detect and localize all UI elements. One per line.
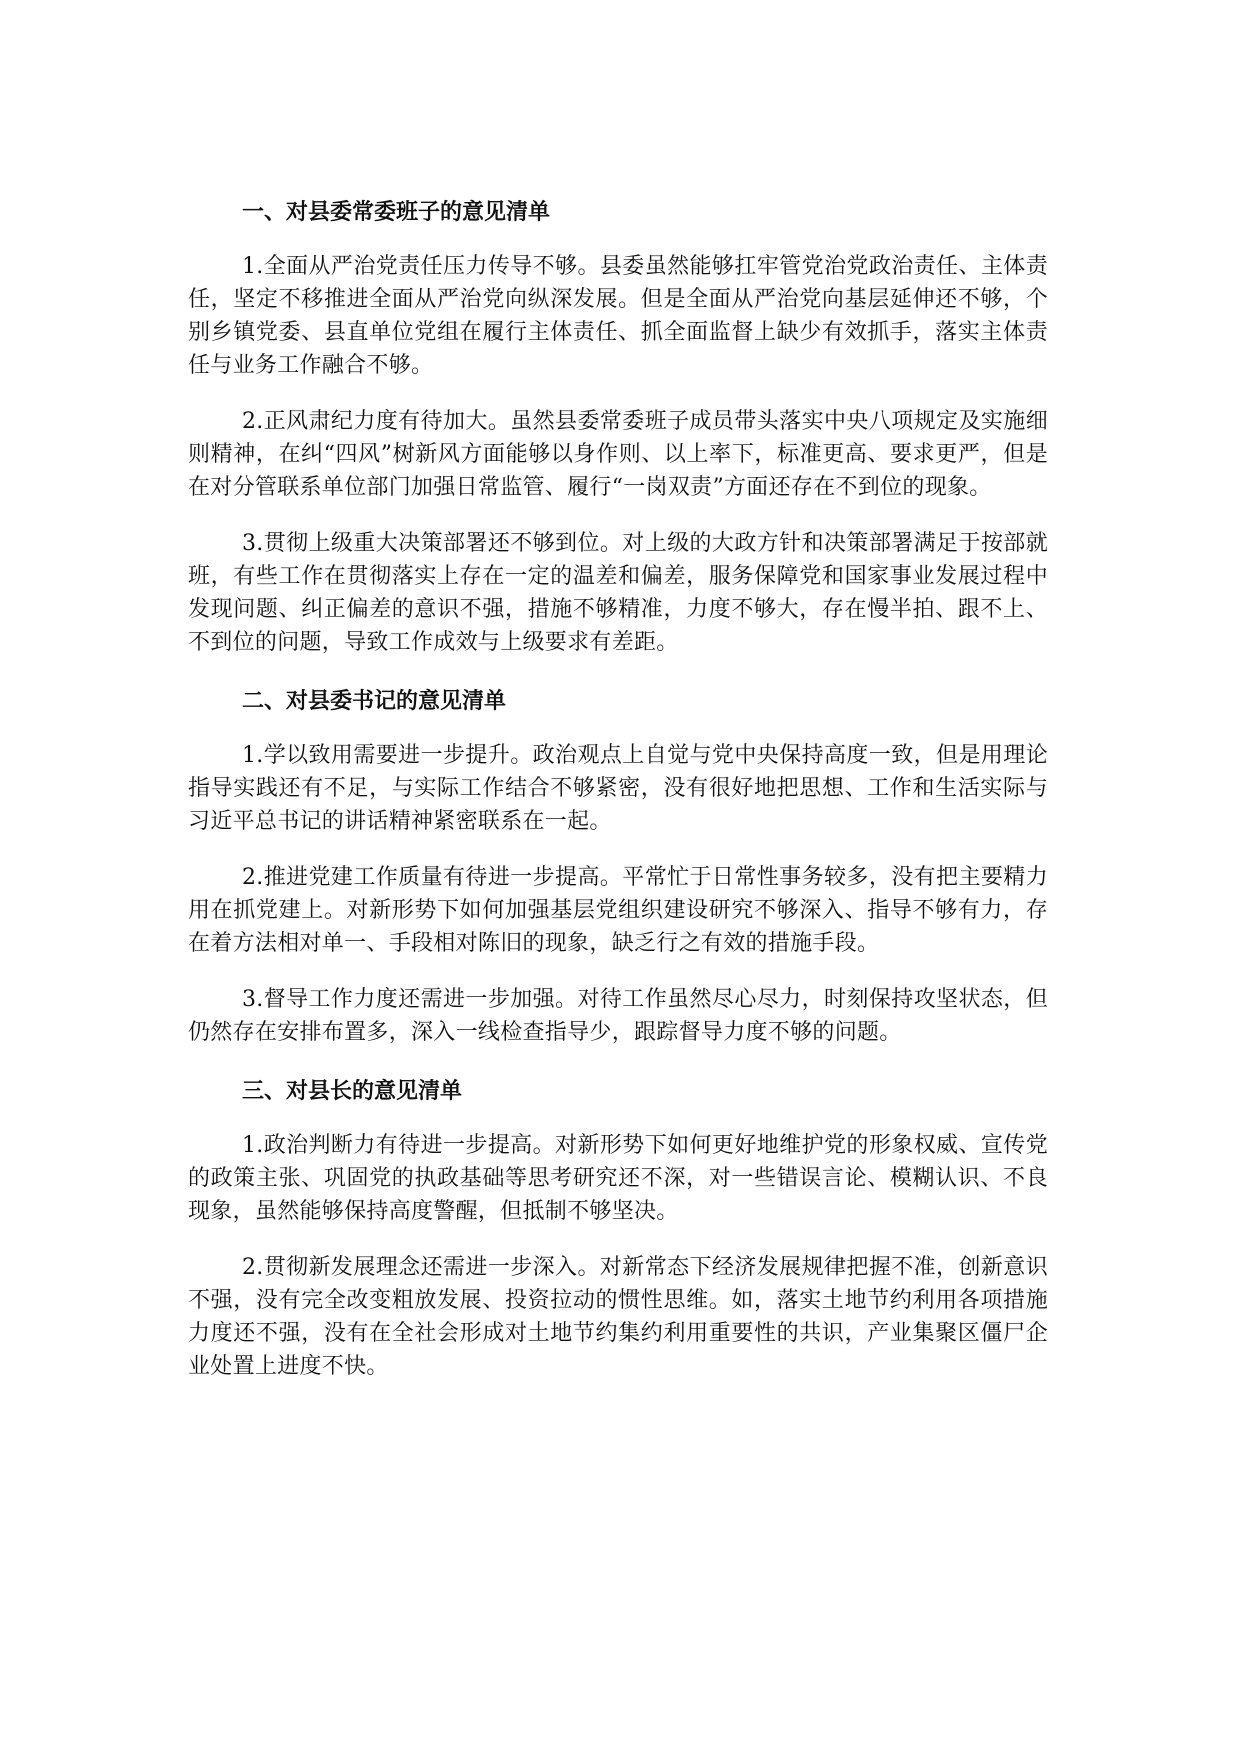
section-heading-2: 二、对县委书记的意见清单 [242, 689, 507, 714]
section-2-item-1: 1.学以致用需要进一步提升。政治观点上自觉与党中央保持高度一致，但是用理论指导实践还有不足，与实际工作结合不够紧密，没有很好地把思想、工作和生活实际与习近平总书记的讲话精神紧密联系在一起。 [188, 743, 1048, 834]
section-2-item-3: 3.督导工作力度还需进一步加强。对待工作虽然尽心尽力，时刻保持攻坚状态，但仍然存在安排布置多，深入一线检查指导少，跟踪督导力度不够的问题。 [188, 987, 1048, 1045]
section-1-item-3: 3.贯彻上级重大决策部署还不够到位。对上级的大政方针和决策部署满足于按部就班，有些工作在贯彻落实上存在一定的温差和偏差，服务保障党和国家事业发展过程中发现问题、纠正偏差的意识不强，措施不够精准，力度不够大，存在慢半拍、跟不上、不到位的问题，导致工作成效与上级要求有差距。 [188, 531, 1048, 655]
section-heading-3: 三、对县长的意见清单 [242, 1079, 463, 1104]
section-3-item-2: 2.贯彻新发展理念还需进一步深入。对新常态下经济发展规律把握不准，创新意识不强，没有完全改变粗放发展、投资拉动的惯性思维。如，落实土地节约利用各项措施力度还不强，没有在全社会形成对土地节约集约利用重要性的共识，产业集聚区僵尸企业处置上进度不快。 [188, 1255, 1048, 1379]
document-body [188, 196, 1048, 1409]
section-3-item-1: 1.政治判断力有待进一步提高。对新形势下如何更好地维护党的形象权威、宣传党的政策主张、巩固党的执政基础等思考研究还不深，对一些错误言论、模糊认识、不良现象，虽然能够保持高度警醒，但抵制不够坚决。 [188, 1133, 1048, 1224]
section-1-item-2: 2.正风肃纪力度有待加大。虽然县委常委班子成员带头落实中央八项规定及实施细则精神，在纠“四风”树新风方面能够以身作则、以上率下，标准更高、要求更严，但是在对分管联系单位部门加强日常监管、履行“一岗双责”方面还存在不到位的现象。 [188, 409, 1048, 500]
section-2-item-2: 2.推进党建工作质量有待进一步提高。平常忙于日常性事务较多，没有把主要精力用在抓党建上。对新形势下如何加强基层党组织建设研究不够深入、指导不够有力，存在着方法相对单一、手段相对陈旧的现象，缺乏行之有效的措施手段。 [188, 865, 1048, 956]
section-1-item-1: 1.全面从严治党责任压力传导不够。县委虽然能够扛牢管党治党政治责任、主体责任，坚定不移推进全面从严治党向纵深发展。但是全面从严治党向基层延伸还不够，个别乡镇党委、县直单位党组在履行主体责任、抓全面监督上缺少有效抓手，落实主体责任与业务工作融合不够。 [188, 254, 1048, 378]
section-heading-1: 一、对县委常委班子的意见清单 [242, 200, 551, 225]
